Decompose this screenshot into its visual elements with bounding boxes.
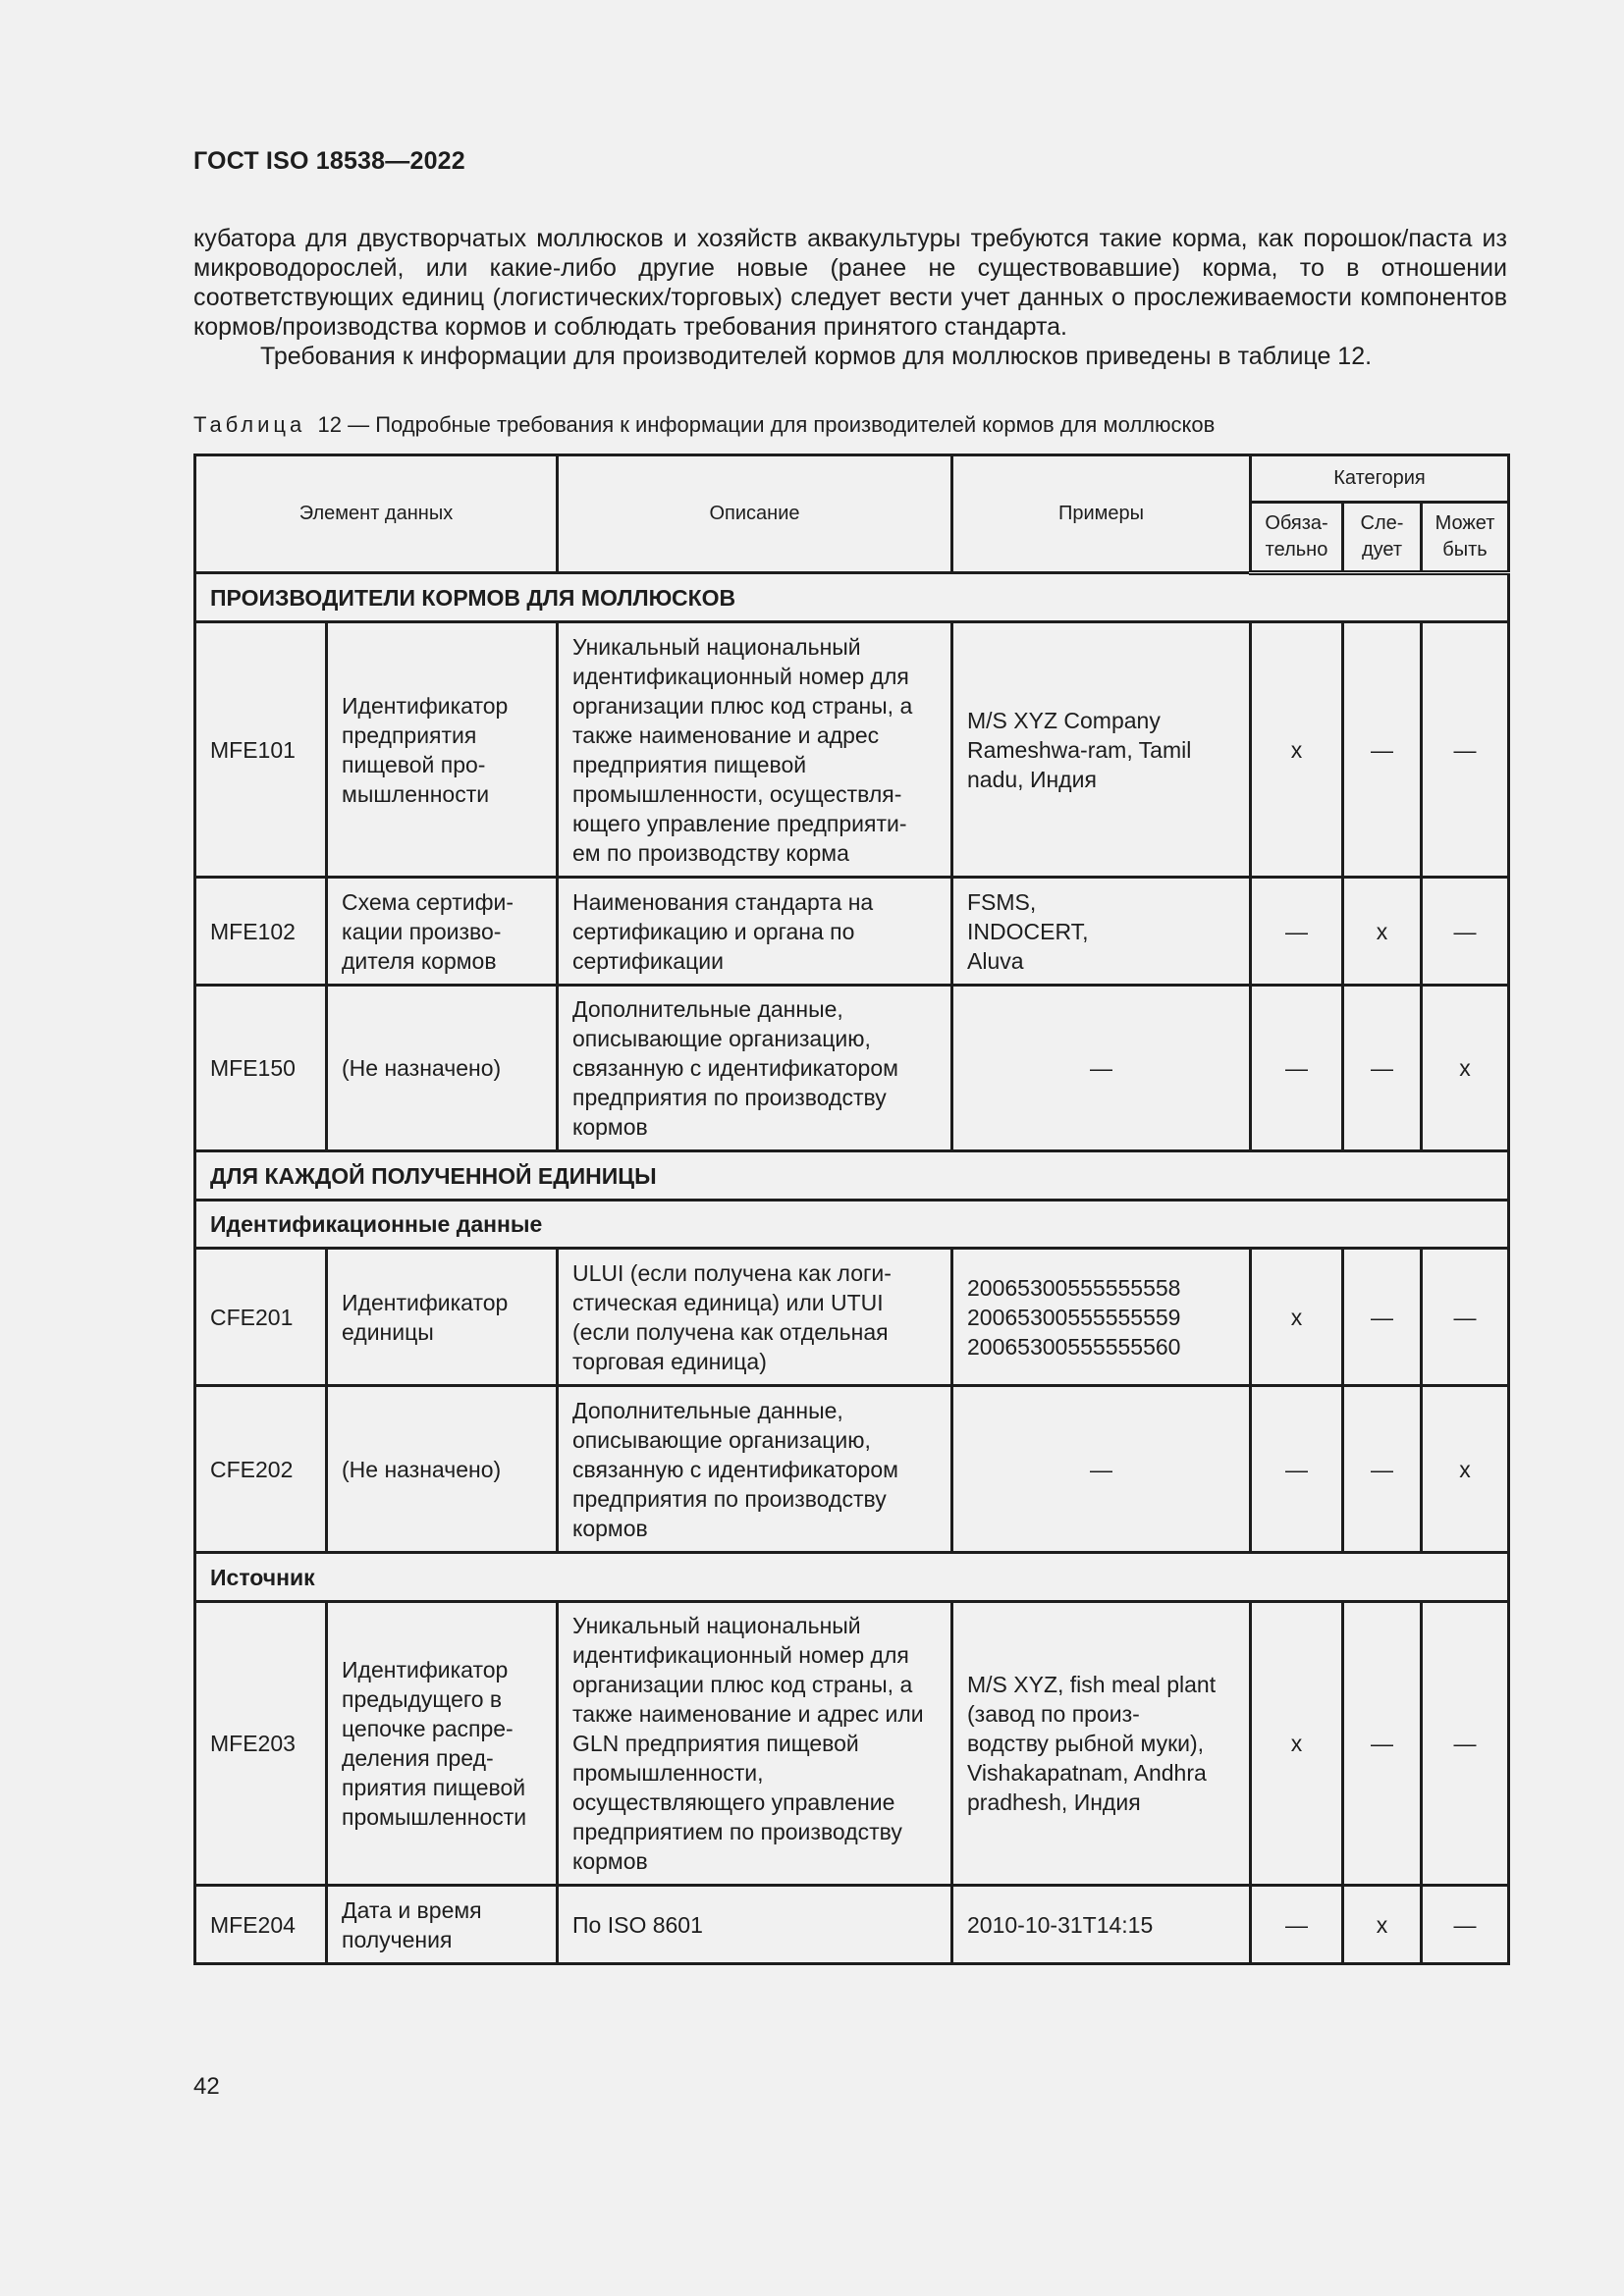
- header-category: Категория: [1251, 455, 1509, 503]
- row-code: MFE204: [195, 1886, 327, 1964]
- row-example: —: [952, 1386, 1251, 1553]
- body-text: [193, 224, 1507, 371]
- row-element-name: (Не назначено): [327, 986, 558, 1151]
- table-caption-text: 12 — Подробные требования к информации для производителей кормов для моллюсков: [317, 412, 1216, 437]
- row-mandatory: —: [1251, 1386, 1343, 1553]
- section-feed-producers: ПРОИЗВОДИТЕЛИ КОРМОВ ДЛЯ МОЛЛЮСКОВ: [195, 573, 1509, 622]
- row-should: —: [1343, 1386, 1422, 1553]
- paragraph-2: Требования к информации для производителей кормов для моллюсков приведены в таблице 12.: [260, 343, 1373, 370]
- row-description: Дополнительные данные, описывающие организацию, связанную с идентификатором предприятия по производству кормов: [558, 986, 952, 1151]
- table-row: [195, 1386, 1509, 1553]
- row-may: x: [1422, 1386, 1509, 1553]
- row-code: MFE150: [195, 986, 327, 1151]
- row-example: —: [952, 986, 1251, 1151]
- row-description: Дополнительные данные, описывающие организацию, связанную с идентификатором предприятия по производству кормов: [558, 1386, 952, 1553]
- row-code: MFE203: [195, 1602, 327, 1886]
- row-mandatory: —: [1251, 1886, 1343, 1964]
- table-row: [195, 986, 1509, 1151]
- table-row: [195, 1886, 1509, 1964]
- section-each-received-unit: ДЛЯ КАЖДОЙ ПОЛУЧЕННОЙ ЕДИНИЦЫ: [195, 1151, 1509, 1201]
- row-example: M/S XYZ, fish meal plant (завод по произ- водству рыбной муки), Vishakapatnam, Andhra pradhesh, Индия: [952, 1602, 1251, 1886]
- page-number: 42: [193, 2073, 220, 2100]
- row-element-name: Схема сертифи- кации произво- дителя кормов: [327, 878, 558, 986]
- row-description: Наименования стандарта на сертификацию и органа по сертификации: [558, 878, 952, 986]
- row-element-name: Дата и время получения: [327, 1886, 558, 1964]
- row-should: —: [1343, 1249, 1422, 1386]
- row-description: Уникальный национальный идентификационный номер для организации плюс код страны, а также наименование и адрес или GLN предприятия пищевой промышленности, осуществляющего управление предприятием по производству кормов: [558, 1602, 952, 1886]
- row-code: CFE202: [195, 1386, 327, 1553]
- row-code: MFE102: [195, 878, 327, 986]
- row-element-name: Идентификатор единицы: [327, 1249, 558, 1386]
- table-row: [195, 622, 1509, 878]
- row-mandatory: —: [1251, 986, 1343, 1151]
- row-example: 2010-10-31T14:15: [952, 1886, 1251, 1964]
- row-may: —: [1422, 878, 1509, 986]
- row-may: x: [1422, 986, 1509, 1151]
- header-examples: Примеры: [952, 455, 1251, 573]
- row-description: ULUI (если получена как логи- стическая единица) или UTUI (если получена как отдельная торговая единица): [558, 1249, 952, 1386]
- table-caption: [193, 412, 1215, 438]
- row-may: —: [1422, 622, 1509, 878]
- row-should: —: [1343, 622, 1422, 878]
- requirements-table: [193, 454, 1510, 1965]
- subsection-identification: Идентификационные данные: [195, 1201, 1509, 1249]
- row-description: Уникальный национальный идентификационный номер для организации плюс код страны, а также наименование и адрес предприятия пищевой промышленности, осуществля- ющего управление предприяти- ем по производству корма: [558, 622, 952, 878]
- row-may: —: [1422, 1602, 1509, 1886]
- subsection-source: Источник: [195, 1553, 1509, 1602]
- row-mandatory: x: [1251, 1602, 1343, 1886]
- row-code: CFE201: [195, 1249, 327, 1386]
- row-should: —: [1343, 986, 1422, 1151]
- table-row: [195, 1249, 1509, 1386]
- table-caption-label: Таблица: [193, 412, 306, 437]
- table-row: [195, 878, 1509, 986]
- row-example: M/S XYZ Company Rameshwa-ram, Tamil nadu, Индия: [952, 622, 1251, 878]
- row-mandatory: —: [1251, 878, 1343, 986]
- row-may: —: [1422, 1886, 1509, 1964]
- row-mandatory: x: [1251, 1249, 1343, 1386]
- row-may: —: [1422, 1249, 1509, 1386]
- row-element-name: Идентификатор предыдущего в цепочке распре- деления пред- приятия пищевой промышленности: [327, 1602, 558, 1886]
- header-should: Сле- дует: [1343, 503, 1422, 573]
- row-should: —: [1343, 1602, 1422, 1886]
- document-header: ГОСТ ISO 18538—2022: [193, 147, 465, 175]
- row-example: FSMS, INDOCERT, Aluva: [952, 878, 1251, 986]
- row-mandatory: x: [1251, 622, 1343, 878]
- row-should: x: [1343, 1886, 1422, 1964]
- row-description: По ISO 8601: [558, 1886, 952, 1964]
- row-example: 20065300555555558 20065300555555559 20065300555555560: [952, 1249, 1251, 1386]
- header-mandatory: Обяза- тельно: [1251, 503, 1343, 573]
- row-element-name: Идентификатор предприятия пищевой про- мышленности: [327, 622, 558, 878]
- header-element: Элемент данных: [195, 455, 558, 573]
- row-code: MFE101: [195, 622, 327, 878]
- header-may: Может быть: [1422, 503, 1509, 573]
- row-should: x: [1343, 878, 1422, 986]
- header-description: Описание: [558, 455, 952, 573]
- table-row: [195, 1602, 1509, 1886]
- row-element-name: (Не назначено): [327, 1386, 558, 1553]
- paragraph-1: кубатора для двустворчатых моллюсков и хозяйств аквакультуры требуются такие корма, как порошок/паста из микроводорослей, или какие-либо другие новые (ранее не существовавшие) корма, то в отношении соответствующих единиц (логистических/торговых) следует вести учет данных о прослеживаемости компонентов кормов/производства кормов и соблюдать требования принятого стандарта.: [193, 225, 1507, 341]
